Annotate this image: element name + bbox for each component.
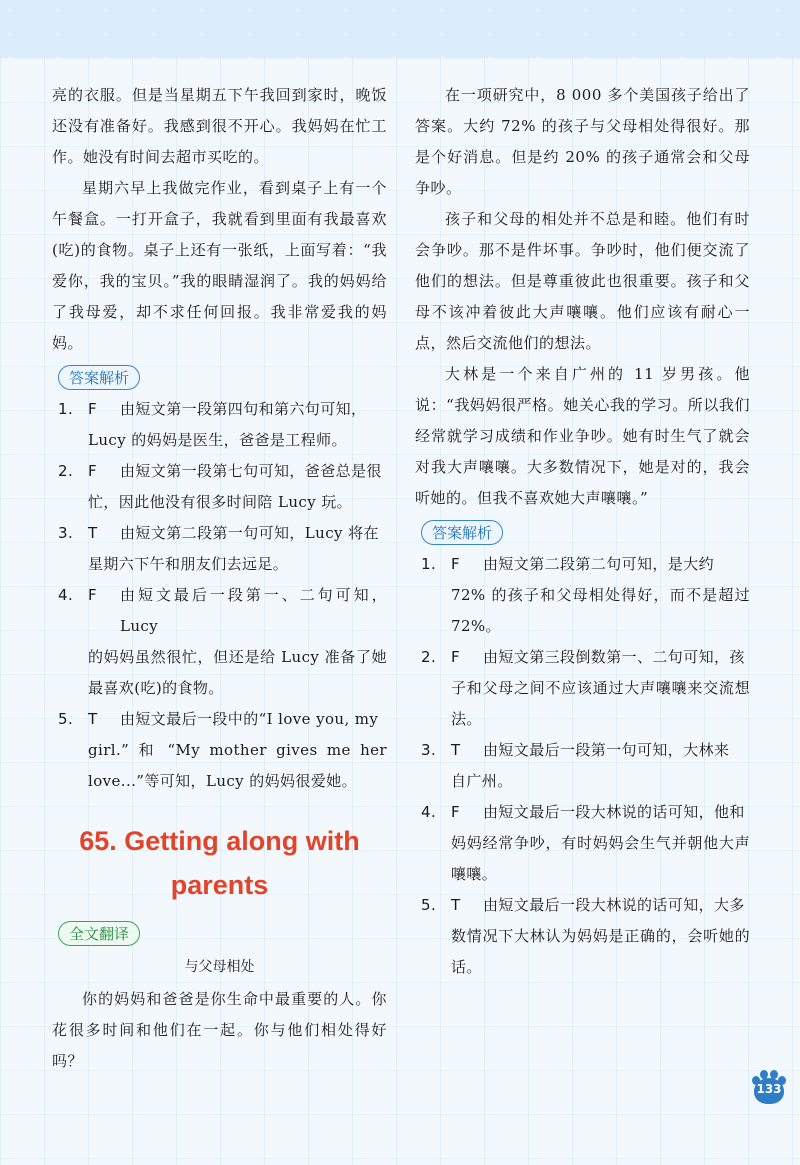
- answer-item: [52, 518, 387, 580]
- answer-list-left: [52, 394, 387, 797]
- answer-number: 2.: [58, 462, 74, 480]
- answer-text: 由短文第一段第七句可知，爸爸总是很: [120, 462, 382, 480]
- answer-tf: F: [451, 648, 461, 666]
- answer-text: 由短文第二段第一句可知，Lucy 将在: [120, 524, 379, 542]
- answer-item: [52, 456, 387, 518]
- answer-tf: F: [88, 400, 98, 418]
- answer-tf: F: [88, 586, 98, 604]
- answer-text-cont: 子和父母之间不应该通过大声嚷嚷来交流想法。: [451, 679, 750, 728]
- answer-item: [415, 797, 750, 890]
- translation-paragraph-2: 在一项研究中，8 000 多个美国孩子给出了答案。大约 72% 的孩子与父母相处得很好。那是个好消息。但是约 20% 的孩子通常会和父母争吵。: [415, 86, 750, 197]
- answer-tf: T: [451, 741, 461, 759]
- answer-text: 由短文最后一段大林说的话可知，大多: [483, 896, 745, 914]
- answer-number: 3.: [421, 741, 437, 759]
- story-paragraph-2: 星期六早上我做完作业，看到桌子上有一个午餐盒。一打开盒子，我就看到里面有我最喜欢(吃)的食物。桌子上还有一张纸，上面写着：“我爱你，我的宝贝。”我的眼睛湿润了。我的妈妈给了我母爱，却不求任何回报。我非常爱我的妈妈。: [52, 179, 387, 352]
- answer-text-cont: 自广州。: [451, 772, 513, 790]
- answer-text-cont: girl.” 和 “My mother gives me her love...”等可知，Lucy 的妈妈很爱她。: [88, 741, 387, 790]
- answer-analysis-badge: 答案解析: [421, 520, 503, 545]
- answer-tf: T: [451, 896, 461, 914]
- answer-text-cont: 星期六下午和朋友们去远足。: [88, 555, 289, 573]
- answer-number: 1.: [421, 555, 437, 573]
- answer-item: [52, 394, 387, 456]
- answer-text-cont: Lucy 的妈妈是医生，爸爸是工程师。: [88, 431, 347, 449]
- answer-number: 5.: [421, 896, 437, 914]
- top-decorative-band: [0, 0, 800, 58]
- left-column: [52, 80, 387, 1077]
- book-page: [0, 58, 800, 1165]
- answer-text: 由短文第三段倒数第一、二句可知，孩: [483, 648, 745, 666]
- answer-text-cont: 妈妈经常争吵，有时妈妈会生气并朝他大声嚷嚷。: [451, 834, 750, 883]
- answer-list-right: [415, 549, 750, 983]
- answer-text: 由短文第一段第四句和第六句可知，: [120, 400, 367, 418]
- answer-item: [415, 735, 750, 797]
- answer-number: 5.: [58, 710, 74, 728]
- answer-text-cont: 72% 的孩子和父母相处得好，而不是超过 72%。: [451, 586, 750, 635]
- answer-tf: T: [88, 710, 98, 728]
- full-translation-badge: 全文翻译: [58, 921, 140, 946]
- answer-tf: T: [88, 524, 98, 542]
- answer-text-cont: 忙，因此他没有很多时间陪 Lucy 玩。: [88, 493, 353, 511]
- page-number: 133: [756, 1082, 782, 1096]
- answer-tf: F: [451, 555, 461, 573]
- answer-number: 3.: [58, 524, 74, 542]
- answer-text: 由短文最后一段第一句可知，大林来: [483, 741, 730, 759]
- answer-analysis-badge: 答案解析: [58, 365, 140, 390]
- answer-item: [415, 890, 750, 983]
- unit-title: [52, 819, 387, 907]
- right-column: [415, 80, 750, 983]
- translation-title: 与父母相处: [184, 959, 255, 975]
- answer-item: [52, 704, 387, 797]
- answer-text-cont: 数情况下大林认为妈妈是正确的，会听她的话。: [451, 927, 750, 976]
- answer-text: 由短文最后一段中的“I love you, my: [120, 710, 379, 728]
- answer-number: 2.: [421, 648, 437, 666]
- answer-number: 4.: [421, 803, 437, 821]
- answer-text: 由短文第二段第二句可知，是大约: [483, 555, 715, 573]
- page-number-paw: [752, 1070, 788, 1106]
- answer-item: [52, 580, 387, 704]
- answer-text: 由短文最后一段大林说的话可知，他和: [483, 803, 745, 821]
- answer-tf: F: [88, 462, 98, 480]
- answer-number: 1.: [58, 400, 74, 418]
- unit-title-line-1: 65. Getting along with: [79, 826, 360, 856]
- answer-text-cont: 的妈妈虽然很忙，但还是给 Lucy 准备了她最喜欢(吃)的食物。: [88, 648, 387, 697]
- answer-tf: F: [451, 803, 461, 821]
- story-paragraph-1: 亮的衣服。但是当星期五下午我回到家时，晚饭还没有准备好。我感到很不开心。我妈妈在忙工作。她没有时间去超市买吃的。: [52, 86, 387, 166]
- translation-paragraph: 你的妈妈和爸爸是你生命中最重要的人。你花很多时间和他们在一起。你与他们相处得好吗？: [52, 990, 387, 1070]
- translation-paragraph-4: 大林是一个来自广州的 11 岁男孩。他说：“我妈妈很严格。她关心我的学习。所以我们经常就学习成绩和作业争吵。她有时生气了就会对我大声嚷嚷。大多数情况下，她是对的，我会听她的。但我不喜欢她大声嚷嚷。”: [415, 365, 750, 507]
- answer-item: [415, 549, 750, 642]
- answer-text: 由短文最后一段第一、二句可知，Lucy: [120, 586, 387, 635]
- unit-title-line-2: parents: [170, 870, 269, 900]
- translation-paragraph-3: 孩子和父母的相处并不总是和睦。他们有时会争吵。那不是件坏事。争吵时，他们便交流了他们的想法。但是尊重彼此也很重要。孩子和父母不该冲着彼此大声嚷嚷。他们应该有耐心一点，然后交流他们的想法。: [415, 210, 750, 352]
- answer-item: [415, 642, 750, 735]
- answer-number: 4.: [58, 586, 74, 604]
